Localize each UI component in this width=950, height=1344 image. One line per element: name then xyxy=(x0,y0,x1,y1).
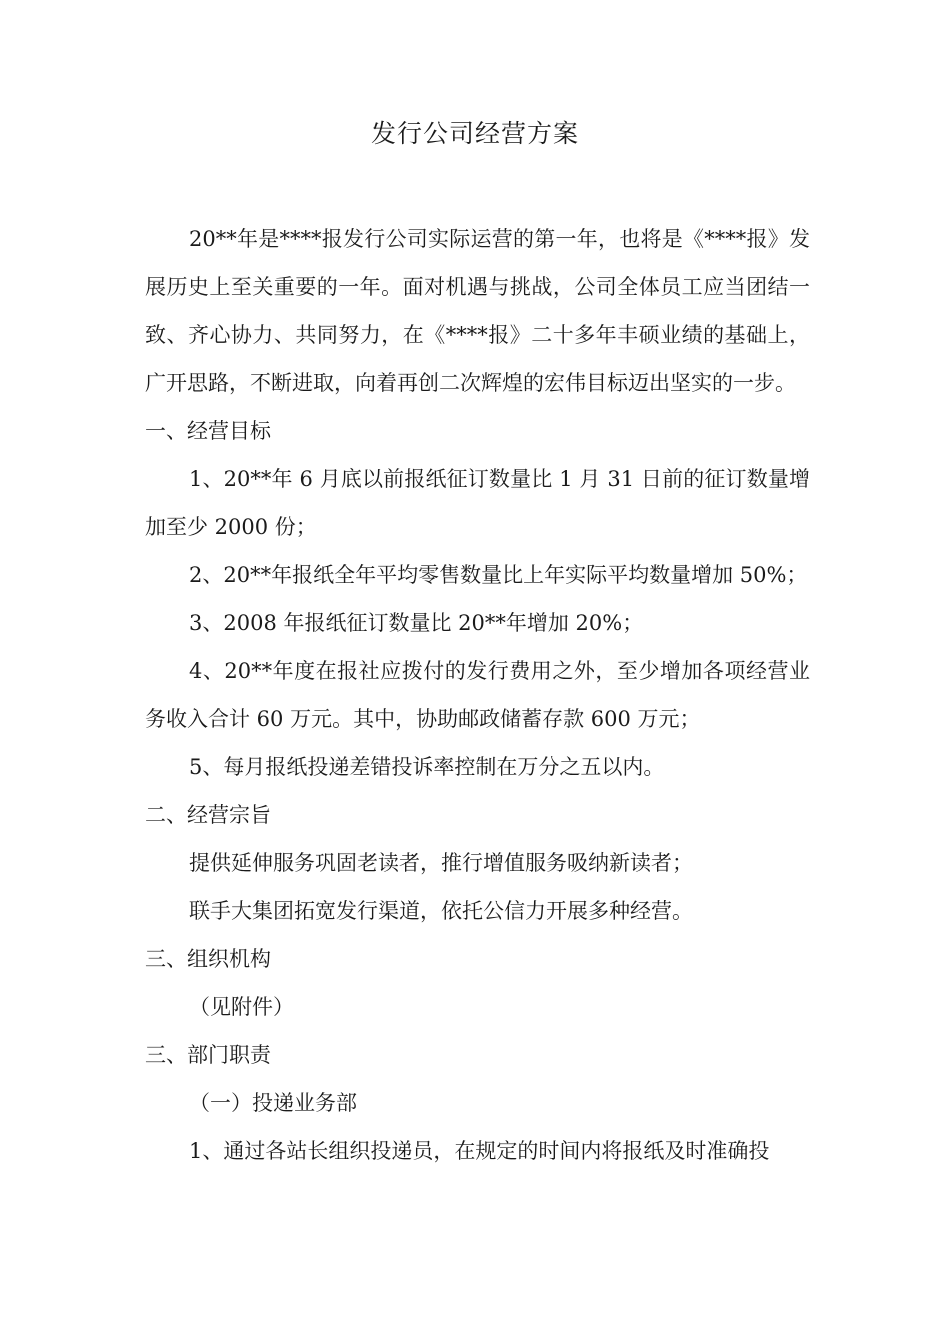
goal-item-2: 2、20**年报纸全年平均零售数量比上年实际平均数量增加 50%； xyxy=(189,563,808,587)
section-heading-goals: 一、经营目标 xyxy=(145,419,271,443)
subsection-heading-delivery: （一）投递业务部 xyxy=(189,1091,357,1115)
goal-item-5: 5、每月报纸投递差错投诉率控制在万分之五以内。 xyxy=(189,755,665,779)
section-heading-purpose: 二、经营宗旨 xyxy=(145,803,271,827)
delivery-duty-1: 1、通过各站长组织投递员，在规定的时间内将报纸及时准确投 xyxy=(189,1139,770,1163)
intro-paragraph: 20**年是****报发行公司实际运营的第一年，也将是《****报》发展历史上至关重要的一年。面对机遇与挑战，公司全体员工应当团结一致、齐心协力、共同努力，在《****报》二十多年丰硕业绩的基础上，广开思路，不断进取，向着再创二次辉煌的宏伟目标迈出坚实的一步。 xyxy=(145,227,810,395)
purpose-line-2: 联手大集团拓宽发行渠道，依托公信力开展多种经营。 xyxy=(189,899,693,923)
goal-item-3: 3、2008 年报纸征订数量比 20**年增加 20%； xyxy=(189,611,644,635)
goal-item-1: 1、20**年 6 月底以前报纸征订数量比 1 月 31 日前的征订数量增加至少 2000 份； xyxy=(145,467,810,539)
purpose-line-1: 提供延伸服务巩固老读者，推行增值服务吸纳新读者； xyxy=(189,851,693,875)
goal-item-4: 4、20**年度在报社应拨付的发行费用之外，至少增加各项经营业务收入合计 60 万元。其中，协助邮政储蓄存款 600 万元； xyxy=(145,659,810,731)
section-heading-duties: 三、部门职责 xyxy=(145,1043,271,1067)
organization-note: （见附件） xyxy=(189,995,294,1019)
document-body xyxy=(145,215,810,1175)
document-title: 发行公司经营方案 xyxy=(370,119,579,148)
section-heading-organization: 三、组织机构 xyxy=(145,947,271,971)
